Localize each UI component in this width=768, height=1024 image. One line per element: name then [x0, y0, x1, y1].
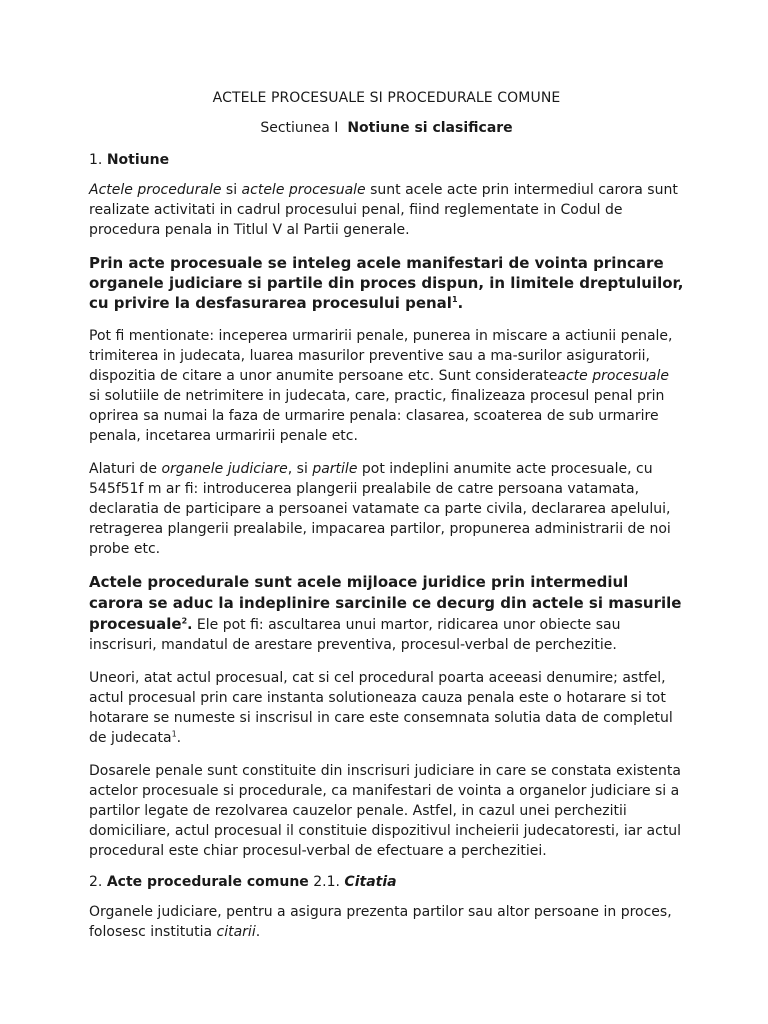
paragraph-4	[89, 459, 684, 559]
paragraph-1	[89, 180, 684, 240]
paragraph-8	[89, 902, 684, 942]
emphasis: acte procesuale	[557, 368, 670, 384]
paragraph-6	[89, 668, 684, 748]
paragraph-3	[89, 326, 684, 446]
emphasis: actele procesuale	[241, 182, 366, 198]
heading-title: Acte procedurale comune	[106, 874, 309, 890]
bold-run: .	[187, 617, 193, 633]
text-run: Uneori, atat actul procesual, cat si cel procedural poarta aceeasi denumire; astfel, actul procesual prin care instanta solutioneaza cauza penala este o hotarare si tot hotarare se numeste si inscrisul in care este consemnata solutia data de completul de judecata	[89, 670, 673, 746]
text-run: .	[176, 730, 182, 746]
heading-acte-procedurale	[89, 874, 684, 890]
text-run: Prin acte procesuale se inteleg acele manifestari de vointa princare organele judiciare si partile din proces dispun, in limitele dreptuluilor, cu privire la desfasurarea procesului penal	[89, 254, 684, 312]
paragraph-2	[89, 253, 684, 313]
subheading-number: 2.1.	[313, 874, 340, 890]
bold-run: Actele procedurale sunt acele mijloace juridice prin intermediul carora se aduc la indeplinire sarcinile ce decurg din actele si masurile procesuale	[89, 573, 682, 633]
heading-notiune	[89, 152, 684, 168]
text-run: Ele pot fi: ascultarea unui martor, ridicarea unor obiecte sau inscrisuri, mandatul de arestare preventiva, procesul-verbal de perchezitie.	[89, 617, 621, 653]
section-title: Notiune si clasificare	[347, 120, 513, 136]
paragraph-7: Dosarele penale sunt constituite din inscrisuri judiciare in care se constata existenta actelor procesuale si procedurale, ca manifestari de vointa a organelor judiciare si a partilor legate de rezolvarea cauzelor penale. Astfel, in cazul unei perchezitii domiciliare, actul procesual il constituie dispozitivul incheierii judecatoresti, iar actul procedural este chiar procesul-verbal de efectuare a perchezitiei.	[89, 763, 682, 859]
section-heading	[89, 120, 684, 136]
text-run: pot indeplini anumite acte procesuale, cu 545f51f m ar fi: introducerea plangerii prealabile de catre persoana vatamata, declaratia de participare a persoanei vatamate ca parte civila, declararea apelului, retragerea plangerii prealabile, impacarea partilor, propunerea administrarii de noi probe etc.	[89, 461, 671, 557]
emphasis: citarii	[216, 924, 256, 940]
text-run: .	[457, 294, 464, 312]
section-prefix: Sectiunea I	[260, 120, 339, 136]
text-run: Pot fi mentionate: inceperea urmaririi penale, punerea in miscare a actiunii penale, trimiterea in judecata, luarea masurilor preventive sau a ma-surilor asiguratorii, dispozitia de citare a unor anumite persoane etc. Sunt considerate	[89, 328, 673, 384]
text-run: Alaturi de	[89, 461, 162, 477]
text-run: sunt acele acte prin intermediul carora sunt realizate activitati in cadrul procesului penal, fiind reglementate in Codul de procedura penala in Titlul V al Partii generale.	[89, 182, 678, 238]
document-title: ACTELE PROCESUALE SI PROCEDURALE COMUNE	[212, 90, 561, 106]
footnote-ref: 1	[451, 295, 458, 304]
emphasis: partile	[312, 461, 358, 477]
heading-title: Notiune	[106, 152, 170, 168]
text-run: si	[221, 182, 242, 198]
heading-number: 2.	[89, 874, 103, 890]
text-run: .	[255, 924, 261, 940]
emphasis: organele judiciare	[161, 461, 288, 477]
emphasis: Actele procedurale	[89, 182, 222, 198]
footnote-ref: 2	[181, 616, 188, 626]
heading-number: 1.	[89, 152, 103, 168]
subheading-title: Citatia	[344, 874, 397, 890]
paragraph-5	[89, 572, 684, 655]
text-run: si solutiile de netrimitere in judecata, care, practic, finalizeaza procesul penal prin oprirea sa numai la faza de urmarire penala: clasarea, scoaterea de sub urmarire penala, incetarea urmaririi penale etc.	[89, 388, 665, 444]
text-run: , si	[287, 461, 313, 477]
text-run: Organele judiciare, pentru a asigura prezenta partilor sau altor persoane in proces, folosesc institutia	[89, 904, 672, 940]
footnote-ref: 1	[171, 729, 177, 739]
